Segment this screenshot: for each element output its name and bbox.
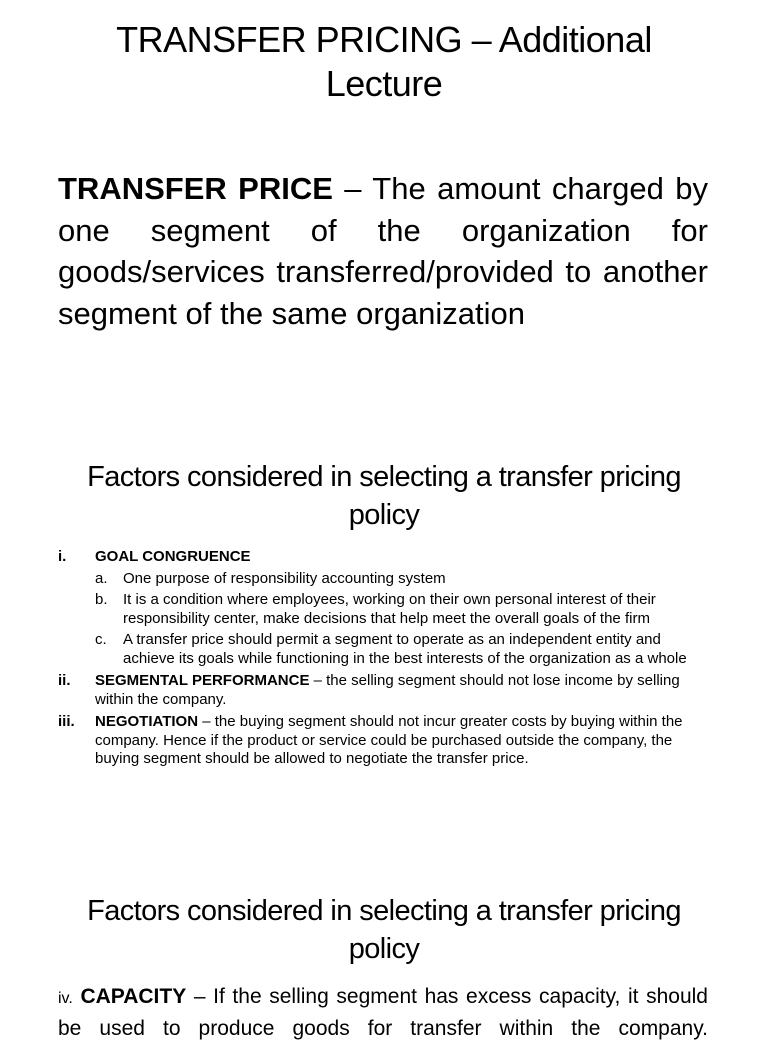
factor-number: ii. (58, 672, 71, 689)
section-heading-factors-continued: Factors considered in selecting a transfer pricing policy (87, 895, 681, 965)
factor-number: iv. (58, 990, 73, 1007)
sub-item (95, 631, 706, 668)
sub-item-text: One purpose of responsibility accounting system (123, 569, 446, 587)
factors-list (58, 548, 706, 773)
factor-title: GOAL CONGRUENCE (95, 548, 251, 565)
goal-congruence-sub-list (95, 570, 706, 669)
transfer-price-definition (58, 168, 708, 334)
factor-number: iii. (58, 713, 75, 730)
page-title: TRANSFER PRICING – Additional Lecture (116, 19, 652, 104)
sub-item-text: It is a condition where employees, working on their own personal interest of their responsibility center, make decisions that help meet the overall goals of the firm (123, 591, 656, 627)
definition-text: – The amount charged by one segment of the organization for goods/services transferred/provided to another segment of the same organization (58, 171, 708, 331)
sub-item-letter: b. (95, 591, 108, 608)
sub-item (95, 570, 706, 589)
sub-item-text: A transfer price should permit a segment to operate as an independent entity and achieve its goals while functioning in the best interests of the organization as a whole (123, 631, 687, 667)
factor-title: SEGMENTAL PERFORMANCE (95, 672, 310, 689)
factor-goal-congruence (58, 548, 706, 668)
factor-title: NEGOTIATION (95, 713, 199, 730)
sub-item-letter: a. (95, 569, 108, 587)
factor-title: CAPACITY (80, 985, 187, 1008)
factor-text: – the selling segment should not lose income by selling within the company. (95, 672, 680, 708)
factor-capacity (58, 982, 708, 1044)
factor-text: – the buying segment should not incur greater costs by buying within the company. Hence if the product or service could be purchased outside the company, the buying segment should be allowed to negotiate the transfer price. (95, 713, 683, 767)
factor-segmental-performance (58, 672, 706, 709)
factor-number: i. (58, 548, 67, 565)
factor-negotiation (58, 713, 706, 769)
sub-item (95, 591, 706, 628)
sub-item-letter: c. (95, 631, 107, 648)
factor-text: – If the selling segment has excess capacity, it should be used to produce goods for transfer within the company. (58, 985, 708, 1040)
section-heading-factors: Factors considered in selecting a transfer pricing policy (87, 461, 681, 531)
definition-term: TRANSFER PRICE (58, 171, 333, 206)
